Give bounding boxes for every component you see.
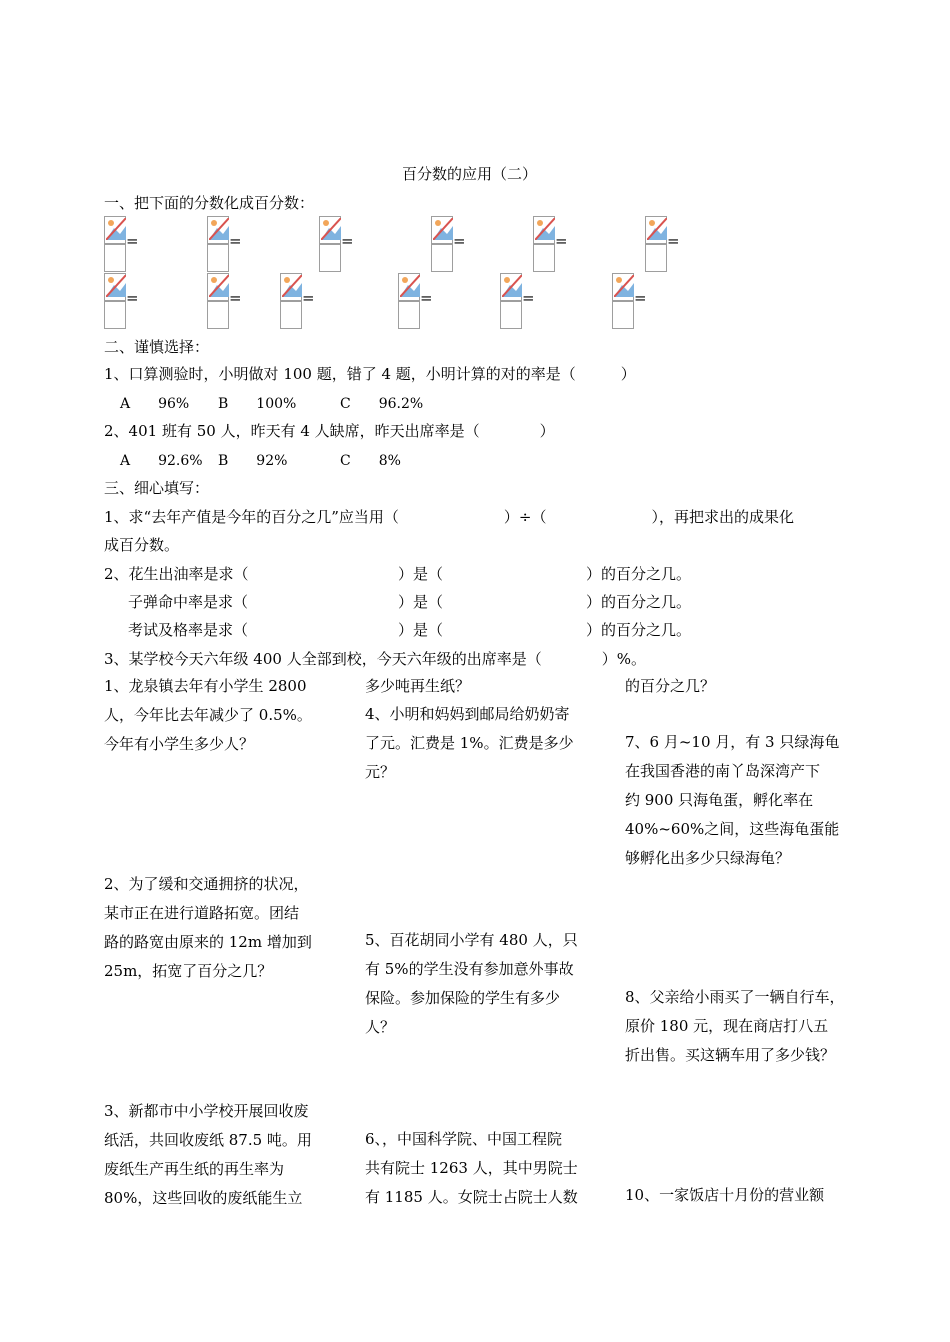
fraction-denominator-box [533, 244, 555, 272]
problem-10 [625, 1181, 865, 1210]
equals-sign: = [667, 232, 680, 250]
section2-heading: 二、谨慎选择： [104, 338, 210, 356]
question-3-2-row2-suffix: ）的百分之几。 [586, 593, 692, 611]
problem-8 [625, 983, 865, 1070]
problem-4 [365, 700, 605, 787]
broken-image-icon [398, 273, 420, 301]
problem-1-line: 人，今年比去年减少了 0.5%。 [104, 706, 312, 724]
problem-5-line: 人？ [365, 1018, 396, 1036]
problem-7-line: 40%~60%之间，这些海龟蛋能 [625, 820, 840, 838]
fraction-denominator-box [104, 244, 126, 272]
problem-4-line: 元？ [365, 763, 396, 781]
problem-4-line: 4、小明和妈妈到邮局给奶奶寄 [365, 705, 570, 723]
option-2-2-c: C 8% [340, 453, 401, 469]
question-3-2-row1-prefix: 2、花生出油率是求（ [104, 565, 249, 583]
equals-sign: = [229, 289, 242, 307]
problem-3-line: 3、新都市中小学校开展回收废 [104, 1102, 309, 1120]
fraction-image-placeholder [104, 216, 126, 272]
broken-image-icon [645, 216, 667, 244]
section3-heading: 三、细心填写： [104, 479, 210, 497]
problem-2 [104, 870, 344, 986]
problem-2-line: 25m，拓宽了百分之几？ [104, 962, 273, 980]
equals-sign: = [302, 289, 315, 307]
fraction-image-placeholder [207, 216, 229, 272]
question-3-2-row2-mid: ）是（ [398, 593, 444, 611]
problem-5-line: 有 5%的学生没有参加意外事故 [365, 960, 574, 978]
problem-3-continued [365, 672, 605, 701]
option-2-2-a: A 92.6% [120, 453, 203, 469]
option-2-1-c: C 96.2% [340, 396, 424, 412]
fraction-denominator-box [612, 301, 634, 329]
problem-7-line: 7、6 月~10 月，有 3 只绿海龟 [625, 733, 840, 751]
question-3-2-row3-prefix: 考试及格率是求（ [128, 621, 249, 639]
option-2-2-b: B 92% [218, 453, 288, 469]
problem-2-line: 2、为了缓和交通拥挤的状况， [104, 875, 309, 893]
problem-3-cont-line: 多少吨再生纸？ [365, 677, 471, 695]
broken-image-icon [431, 216, 453, 244]
fraction-denominator-box [319, 244, 341, 272]
question-2-2: 2、401 班有 50 人，昨天有 4 人缺席，昨天出席率是（ ） [104, 422, 555, 440]
question-3-2-row1-mid: ）是（ [398, 565, 444, 583]
problem-8-line: 折出售。买这辆车用了多少钱？ [625, 1046, 836, 1064]
equals-sign: = [634, 289, 647, 307]
broken-image-icon [533, 216, 555, 244]
problem-6-cont-line: 的百分之几？ [625, 677, 716, 695]
question-3-1-line2: 成百分数。 [104, 536, 180, 554]
broken-image-icon [500, 273, 522, 301]
fraction-image-placeholder [319, 216, 341, 272]
fraction-denominator-box [500, 301, 522, 329]
option-2-1-b: B 100% [218, 396, 297, 412]
page-title: 百分数的应用（二） [402, 165, 538, 183]
problem-10-line: 10、一家饭店十月份的营业额 [625, 1186, 825, 1204]
equals-sign: = [555, 232, 568, 250]
problem-8-line: 原价 180 元，现在商店打八五 [625, 1017, 829, 1035]
problem-6-continued [625, 672, 865, 701]
broken-image-icon [207, 273, 229, 301]
equals-sign: = [420, 289, 433, 307]
fraction-denominator-box [645, 244, 667, 272]
problem-5-line: 保险。参加保险的学生有多少 [365, 989, 561, 1007]
problem-2-line: 路的路宽由原来的 12m 增加到 [104, 933, 312, 951]
question-3-2-row1-suffix: ）的百分之几。 [586, 565, 692, 583]
equals-sign: = [341, 232, 354, 250]
question-3-2-row3-mid: ）是（ [398, 621, 444, 639]
question-3-2-row2-prefix: 子弹命中率是求（ [128, 593, 249, 611]
broken-image-icon [104, 273, 126, 301]
equals-sign: = [126, 232, 139, 250]
problem-7 [625, 728, 855, 873]
option-2-1-a: A 96% [120, 396, 190, 412]
problem-3-line: 废纸生产再生纸的再生率为 [104, 1160, 285, 1178]
broken-image-icon [319, 216, 341, 244]
question-3-1-line1: 1、求“去年产值是今年的百分之几”应当用（ ）÷（ ），再把求出的成果化 [104, 508, 794, 526]
question-3-3: 3、某学校今天六年级 400 人全部到校，今天六年级的出席率是（ ）%。 [104, 650, 646, 668]
fraction-denominator-box [207, 244, 229, 272]
equals-sign: = [522, 289, 535, 307]
fraction-image-placeholder [104, 273, 126, 329]
question-3-2-row3-suffix: ）的百分之几。 [586, 621, 692, 639]
problem-2-line: 某市正在进行道路拓宽。团结 [104, 904, 300, 922]
problem-1-line: 今年有小学生多少人？ [104, 735, 255, 753]
equals-sign: = [229, 232, 242, 250]
problem-8-line: 8、父亲给小雨买了一辆自行车， [625, 988, 845, 1006]
broken-image-icon [280, 273, 302, 301]
fraction-image-placeholder [207, 273, 229, 329]
problem-6-line: 共有院士 1263 人，其中男院士 [365, 1159, 578, 1177]
problem-col-1 [104, 672, 344, 759]
fraction-image-placeholder [280, 273, 302, 329]
fraction-denominator-box [280, 301, 302, 329]
problem-3 [104, 1097, 344, 1213]
fraction-image-placeholder [533, 216, 555, 272]
section1-heading: 一、把下面的分数化成百分数： [104, 194, 315, 212]
fraction-denominator-box [431, 244, 453, 272]
equals-sign: = [453, 232, 466, 250]
problem-6-line: 有 1185 人。女院士占院士人数 [365, 1188, 578, 1206]
problem-5-line: 5、百花胡同小学有 480 人，只 [365, 931, 578, 949]
fraction-denominator-box [207, 301, 229, 329]
equals-sign: = [126, 289, 139, 307]
problem-6 [365, 1125, 605, 1212]
fraction-image-placeholder [500, 273, 522, 329]
problem-1-line: 1、龙泉镇去年有小学生 2800 [104, 677, 307, 695]
problem-6-line: 6、，中国科学院、中国工程院 [365, 1130, 563, 1148]
problem-3-line: 纸活，共回收废纸 87.5 吨。用 [104, 1131, 312, 1149]
fraction-image-placeholder [612, 273, 634, 329]
fraction-image-placeholder [645, 216, 667, 272]
problem-7-line: 约 900 只海龟蛋，孵化率在 [625, 791, 814, 809]
problem-3-line: 80%，这些回收的废纸能生立 [104, 1189, 303, 1207]
problem-7-line: 够孵化出多少只绿海龟？ [625, 849, 791, 867]
problem-7-line: 在我国香港的南丫岛深湾产下 [625, 762, 821, 780]
problem-4-line: 了元。汇费是 1%。汇费是多少 [365, 734, 574, 752]
question-2-1: 1、口算测验时，小明做对 100 题，错了 4 题，小明计算的对的率是（ ） [104, 365, 636, 383]
broken-image-icon [612, 273, 634, 301]
fraction-image-placeholder [431, 216, 453, 272]
fraction-image-placeholder [398, 273, 420, 329]
broken-image-icon [104, 216, 126, 244]
problem-5 [365, 926, 605, 1042]
fraction-denominator-box [104, 301, 126, 329]
fraction-denominator-box [398, 301, 420, 329]
broken-image-icon [207, 216, 229, 244]
